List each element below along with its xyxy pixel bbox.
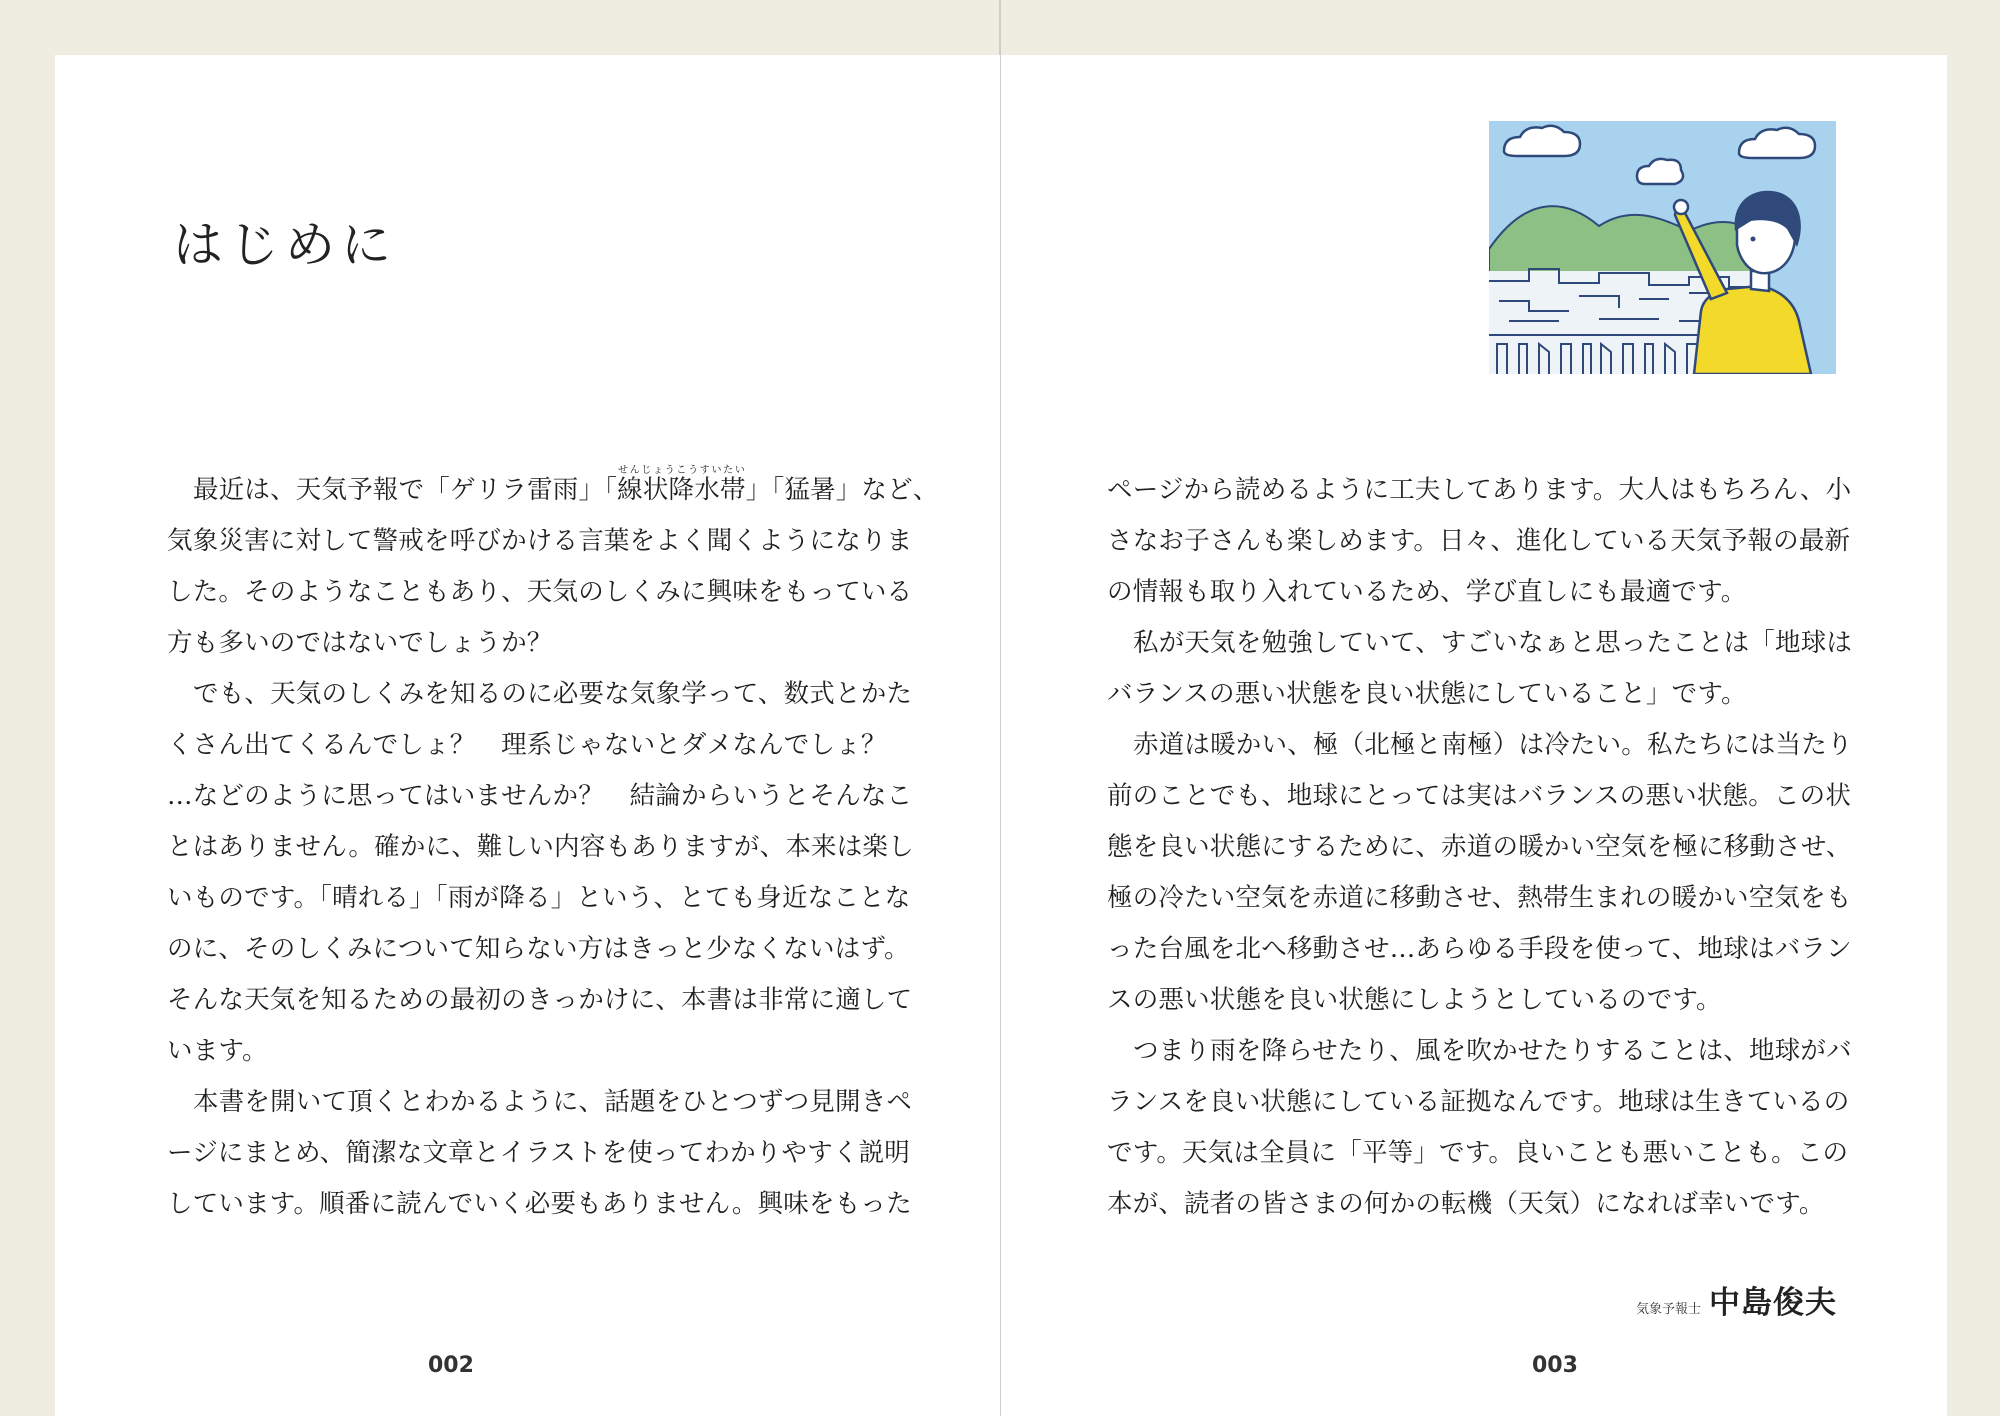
- text-line: 態を良い状態にするために、赤道の暖かい空気を極に移動させ、: [1107, 832, 1852, 862]
- text-line: 私が天気を勉強していて、すごいなぁと思ったことは「地球は: [1133, 628, 1853, 658]
- text-line: スの悪い状態を良い状態にしようとしているのです。: [1107, 985, 1722, 1015]
- person-eye: [1751, 237, 1756, 242]
- page-title: はじめに: [173, 216, 397, 274]
- text-line: 気象災害に対して警戒を呼びかける言葉をよく聞くようになりま: [167, 526, 913, 556]
- text-line: 前のことでも、地球にとっては実はバランスの悪い状態。この状: [1107, 781, 1852, 811]
- left-page: [55, 55, 1000, 1416]
- page-number: 003: [1532, 1353, 1578, 1378]
- text-line: のに、そのしくみについて知らない方はきっと少なくないはず。: [167, 934, 910, 964]
- right-body-text: [1107, 465, 1853, 1230]
- ruby-base: 線状降水帯: [617, 475, 746, 505]
- text-line: です。天気は全員に「平等」です。良いことも悪いことも。この: [1107, 1138, 1849, 1168]
- text-line: した。そのようなこともあり、天気のしくみに興味をもっている: [167, 577, 913, 607]
- text-line: ページから読めるように工夫してあります。大人はもちろん、小: [1107, 475, 1852, 505]
- text-line: ージにまとめ、簡潔な文章とイラストを使ってわかりやすく説明: [167, 1138, 911, 1168]
- text-line: 本書を開いて頂くとわかるように、話題をひとつずつ見開きペ: [193, 1087, 913, 1117]
- text-line: とはありません。確かに、難しい内容もありますが、本来は楽し: [167, 832, 914, 862]
- text-line: [167, 465, 939, 516]
- text-line: ランスを良い状態にしている証拠なんです。地球は生きているの: [1107, 1087, 1850, 1117]
- author-role: 気象予報士: [1635, 1302, 1701, 1317]
- text-line: そんな天気を知るための最初のきっかけに、本書は非常に適して: [167, 985, 913, 1015]
- text-line: バランスの悪い状態を良い状態にしていること」です。: [1107, 679, 1747, 709]
- text-line: しています。順番に読んでいく必要もありません。興味をもった: [167, 1189, 912, 1219]
- person-hand: [1674, 200, 1688, 214]
- weather-forecaster-illustration: [1489, 121, 1836, 374]
- text-fragment: 」「猛暑」など、: [745, 475, 939, 505]
- left-body-text: [167, 465, 939, 1230]
- text-line: 本が、読者の皆さまの何かの転機（天気）になれば幸いです。: [1107, 1189, 1825, 1219]
- author-name: 中島俊夫: [1709, 1285, 1837, 1321]
- text-fragment: 最近は、天気予報で「ゲリラ雷雨」「: [193, 475, 618, 505]
- text-line: います。: [167, 1036, 268, 1066]
- text-line: …などのように思ってはいませんか？ 結論からいうとそんなこ: [167, 781, 913, 811]
- text-line: 方も多いのではないでしょうか？: [167, 628, 553, 658]
- text-line: くさん出てくるんでしょ？ 理系じゃないとダメなんでしょ？: [167, 730, 887, 760]
- text-line: った台風を北へ移動させ…あらゆる手段を使って、地球はバラン: [1107, 934, 1852, 964]
- ruby-reading: せんじょうこうすいたい: [617, 465, 746, 476]
- text-line: 赤道は暖かい、極（北極と南極）は冷たい。私たちには当たり: [1133, 730, 1853, 760]
- right-page: [1001, 55, 1947, 1416]
- author-signature: [1636, 1277, 1837, 1322]
- ruby-term: [617, 465, 746, 505]
- text-line: 極の冷たい空気を赤道に移動させ、熱帯生まれの暖かい空気をも: [1107, 883, 1852, 913]
- text-line: いものです。「晴れる」「雨が降る」という、とても身近なことな: [167, 883, 911, 913]
- text-line: さなお子さんも楽しめます。日々、進化している天気予報の最新: [1107, 526, 1851, 556]
- text-line: つまり雨を降らせたり、風を吹かせたりすることは、地球がバ: [1133, 1036, 1852, 1066]
- text-line: の情報も取り入れているため、学び直しにも最適です。: [1107, 577, 1747, 607]
- text-line: でも、天気のしくみを知るのに必要な気象学って、数式とかた: [193, 679, 913, 709]
- page-number: 002: [428, 1353, 474, 1378]
